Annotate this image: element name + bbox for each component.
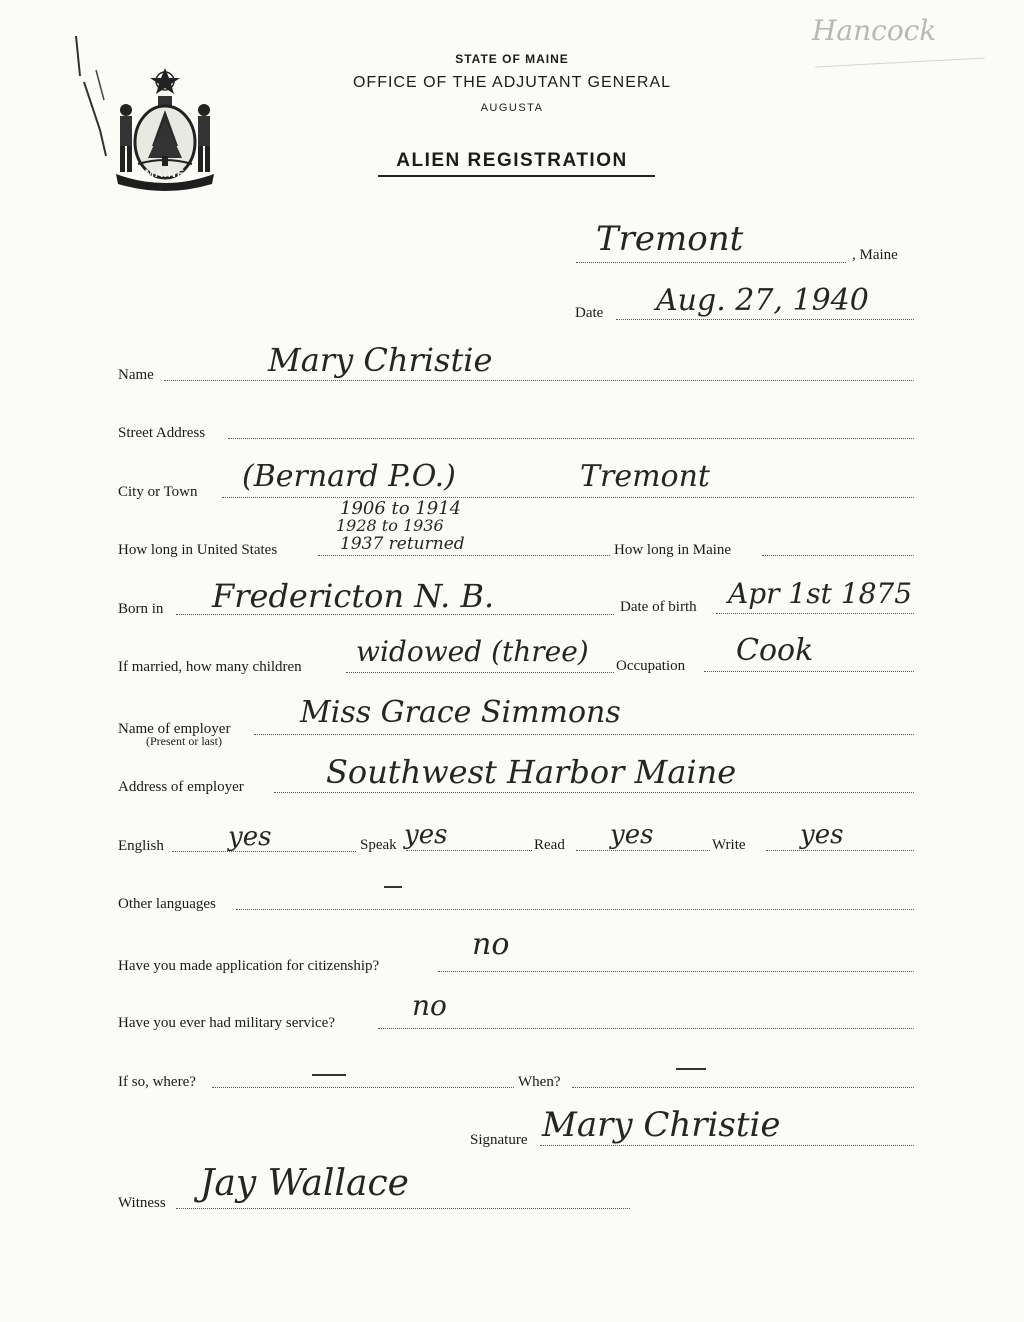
- witness-value: Jay Wallace: [200, 1163, 409, 1204]
- us-label: How long in United States: [118, 542, 278, 558]
- dob-line: [716, 613, 914, 614]
- other-lang-line: [236, 909, 914, 910]
- write-label: Write: [712, 837, 746, 853]
- signature-label: Signature: [470, 1132, 528, 1148]
- when-label: When?: [518, 1074, 561, 1090]
- name-value: Mary Christie: [268, 341, 493, 379]
- employer-sublabel: (Present or last): [146, 734, 222, 748]
- town-value: Tremont: [596, 219, 744, 259]
- city-line: [222, 497, 914, 498]
- street-label: Street Address: [118, 425, 206, 441]
- employer-line: [254, 734, 914, 735]
- employer-address-line: [274, 792, 914, 793]
- us-line: [318, 555, 610, 556]
- us-value-2: 1928 to 1936: [336, 516, 444, 535]
- town-line: [576, 262, 846, 263]
- name-line: [164, 380, 914, 381]
- name-label: Name: [118, 367, 154, 383]
- date-line: [616, 319, 914, 320]
- born-label: Born in: [118, 601, 164, 617]
- street-line: [228, 438, 914, 439]
- city-value-1: (Bernard P.O.): [242, 459, 456, 494]
- maine-label: How long in Maine: [614, 542, 732, 558]
- employer-value: Miss Grace Simmons: [300, 695, 621, 730]
- write-line: [766, 850, 914, 851]
- english-label: English: [118, 838, 164, 854]
- when-dash: [676, 1068, 706, 1070]
- read-value: yes: [610, 820, 654, 850]
- married-line: [346, 672, 614, 673]
- header-state: STATE OF MAINE: [455, 52, 569, 66]
- military-label: Have you ever had military service?: [118, 1015, 335, 1031]
- dob-label: Date of birth: [620, 599, 697, 615]
- occupation-label: Occupation: [616, 658, 686, 674]
- seal-ribbon-text: MAINE: [144, 168, 186, 180]
- dob-value: Apr 1st 1875: [728, 577, 913, 610]
- title-underline: [378, 175, 655, 177]
- form-title: ALIEN REGISTRATION: [396, 150, 628, 171]
- witness-line: [176, 1208, 630, 1209]
- city-value-2: Tremont: [580, 459, 710, 494]
- military-line: [378, 1028, 914, 1029]
- military-value: no: [412, 989, 447, 1022]
- write-value: yes: [800, 820, 844, 850]
- date-label: Date: [575, 305, 604, 321]
- employer-label: Name of employer: [118, 721, 231, 737]
- city-label: City or Town: [118, 484, 198, 500]
- header-city: AUGUSTA: [480, 102, 544, 114]
- where-label: If so, where?: [118, 1074, 196, 1090]
- where-line: [212, 1087, 514, 1088]
- other-lang-label: Other languages: [118, 896, 216, 912]
- born-value: Fredericton N. B.: [212, 577, 495, 615]
- speak-value: yes: [404, 820, 448, 850]
- occupation-value: Cook: [736, 633, 814, 668]
- citizenship-label: Have you made application for citizenship?: [118, 958, 380, 974]
- read-label: Read: [534, 837, 565, 853]
- maine-line: [762, 555, 914, 556]
- occupation-line: [704, 671, 914, 672]
- signature-value: Mary Christie: [542, 1105, 781, 1145]
- us-value-1: 1906 to 1914: [340, 498, 462, 519]
- header-office: OFFICE OF THE ADJUTANT GENERAL: [352, 74, 672, 91]
- english-value: yes: [228, 822, 272, 852]
- pencil-mark: [70, 30, 110, 160]
- employer-address-value: Southwest Harbor Maine: [326, 753, 737, 791]
- when-line: [572, 1087, 914, 1088]
- employer-address-label: Address of employer: [118, 779, 244, 795]
- us-value-3: 1937 returned: [340, 534, 465, 554]
- witness-label: Witness: [118, 1195, 166, 1211]
- speak-line: [406, 850, 532, 851]
- other-lang-dash: [384, 886, 402, 888]
- corner-note: Hancock: [812, 14, 937, 47]
- citizenship-value: no: [472, 927, 510, 962]
- signature-line: [540, 1145, 914, 1146]
- citizenship-line: [438, 971, 914, 972]
- speak-label: Speak: [360, 837, 397, 853]
- read-line: [576, 850, 710, 851]
- date-value: Aug. 27, 1940: [656, 283, 869, 318]
- where-dash: [312, 1074, 346, 1076]
- town-suffix: , Maine: [852, 247, 898, 263]
- married-value: widowed (three): [356, 635, 589, 668]
- married-label: If married, how many children: [118, 659, 302, 675]
